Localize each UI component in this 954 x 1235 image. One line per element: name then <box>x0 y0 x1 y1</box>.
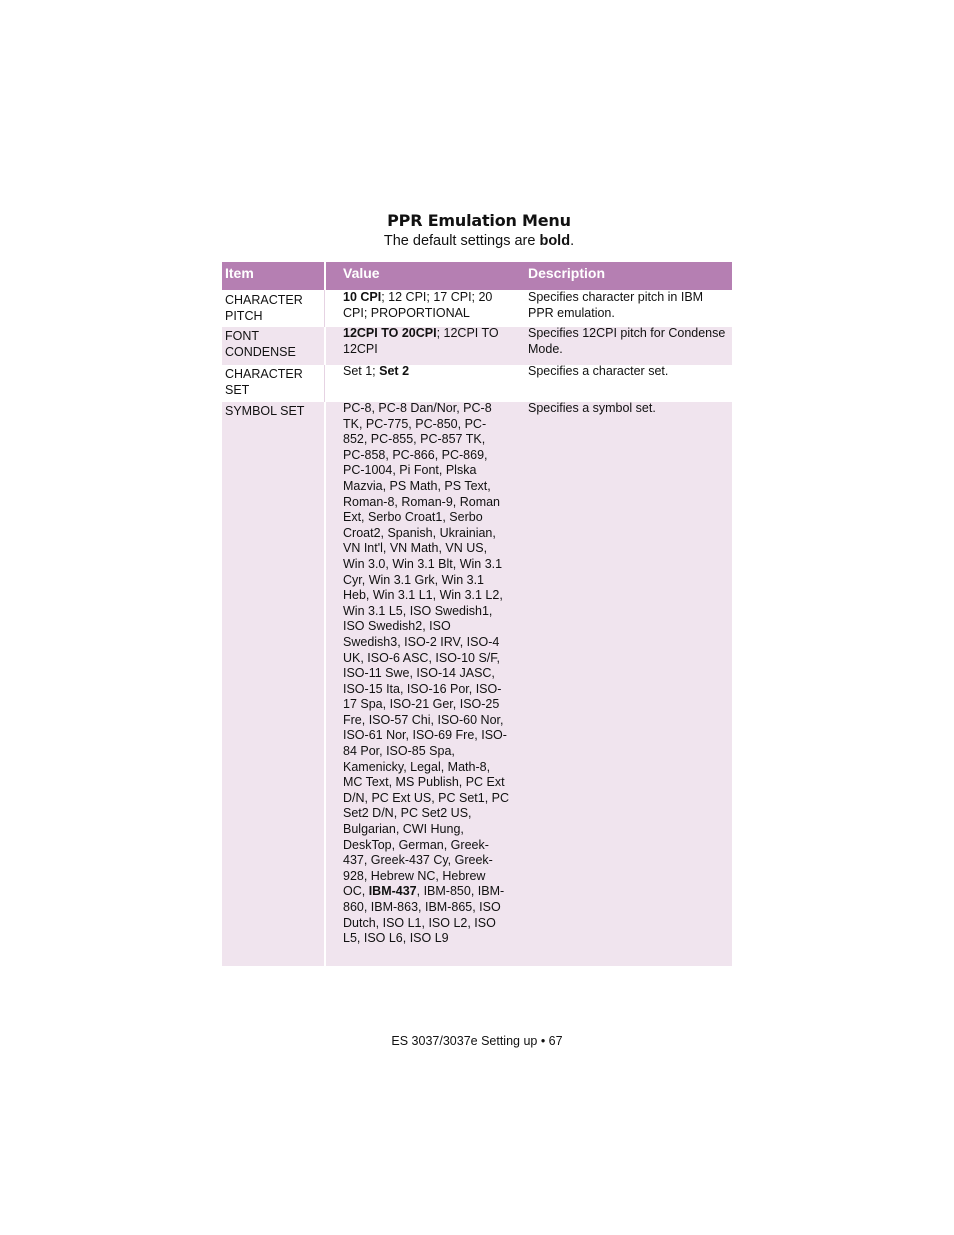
table-header <box>222 262 732 290</box>
row-value-pre: Set 1; <box>343 364 380 378</box>
table-row <box>222 402 732 966</box>
page-footer: ES 3037/3037e Setting up • 67 <box>391 1034 563 1048</box>
table-row <box>222 365 732 402</box>
row-description: Specifies character pitch in IBM PPR emulation. <box>528 290 704 320</box>
row-value <box>343 364 509 380</box>
header-value: Value <box>343 265 380 281</box>
row-divider <box>324 365 325 402</box>
header-item: Item <box>225 265 254 281</box>
row-item: SYMBOL SET <box>225 404 305 418</box>
page-title: PPR Emulation Menu <box>387 211 571 230</box>
row-divider <box>324 402 326 966</box>
row-description: Specifies a character set. <box>528 364 669 378</box>
page-subtitle <box>0 233 954 249</box>
row-value <box>343 326 509 357</box>
subtitle-bold: bold <box>539 233 571 249</box>
row-value-default: 12CPI TO 20CPI <box>343 326 437 340</box>
table-row <box>222 327 732 365</box>
table-row <box>222 290 732 327</box>
row-description: Specifies a symbol set. <box>528 401 656 415</box>
row-divider <box>324 327 326 365</box>
row-value-default: 10 CPI <box>343 290 382 304</box>
row-value-pre: PC-8, PC-8 Dan/Nor, PC-8 TK, PC-775, PC-850, PC-852, PC-855, PC-857 TK, PC-858, PC-866, PC-869, PC-1004, Pi Font, Plska Mazvia, PS Math, PS Text, Roman-8, Roman-9, Roman Ext, Serbo Croat1, Serbo Croat2, Spanish, Ukrainian, VN Int'l, VN Math, VN US, Win 3.0, Win 3.1 Blt, Win 3.1 Cyr, Win 3.1 Grk, Win 3.1 Heb, Win 3.1 L1, Win 3.1 L2, Win 3.1 L5, ISO Swedish1, ISO Swedish2, ISO Swedish3, ISO-2 IRV, ISO-4 UK, ISO-6 ASC, ISO-10 S/F, ISO-11 Swe, ISO-14 JASC, ISO-15 Ita, ISO-16 Por, ISO-17 Spa, ISO-21 Ger, ISO-25 Fre, ISO-57 Chi, ISO-60 Nor, ISO-61 Nor, ISO-69 Fre, ISO-84 Por, ISO-85 Spa, Kamenicky, Legal, Math-8, MC Text, MS Publish, PC Ext D/N, PC Ext US, PC Set1, PC Set2 D/N, PC Set2 US, Bulgarian, CWI Hung, DeskTop, German, Greek-437, Greek-437 Cy, Greek-928, Hebrew NC, Hebrew OC, <box>343 401 510 899</box>
header-divider <box>324 262 326 290</box>
subtitle-suffix: . <box>570 233 575 249</box>
row-value-default: IBM-437 <box>368 884 417 899</box>
subtitle-prefix: The default settings are <box>383 233 540 249</box>
row-description: Specifies 12CPI pitch for Condense Mode. <box>528 326 726 356</box>
row-value-rest: ; 12CPI TO 12CPI <box>343 326 499 356</box>
header-description: Description <box>528 265 606 281</box>
row-item: FONT CONDENSE <box>225 329 296 359</box>
row-item: CHARACTER SET <box>225 367 303 397</box>
row-value <box>343 401 509 947</box>
settings-table <box>222 262 732 966</box>
row-value-rest: , IBM-850, IBM-860, IBM-863, IBM-865, ISO Dutch, ISO L1, ISO L2, ISO L5, ISO L6, ISO L9 <box>343 884 505 946</box>
row-value <box>343 290 509 321</box>
row-value-default: Set 2 <box>379 364 410 378</box>
row-divider <box>324 290 325 327</box>
row-item: CHARACTER PITCH <box>225 293 303 323</box>
row-value-rest: ; 12 CPI; 17 CPI; 20 CPI; PROPORTIONAL <box>343 290 493 320</box>
